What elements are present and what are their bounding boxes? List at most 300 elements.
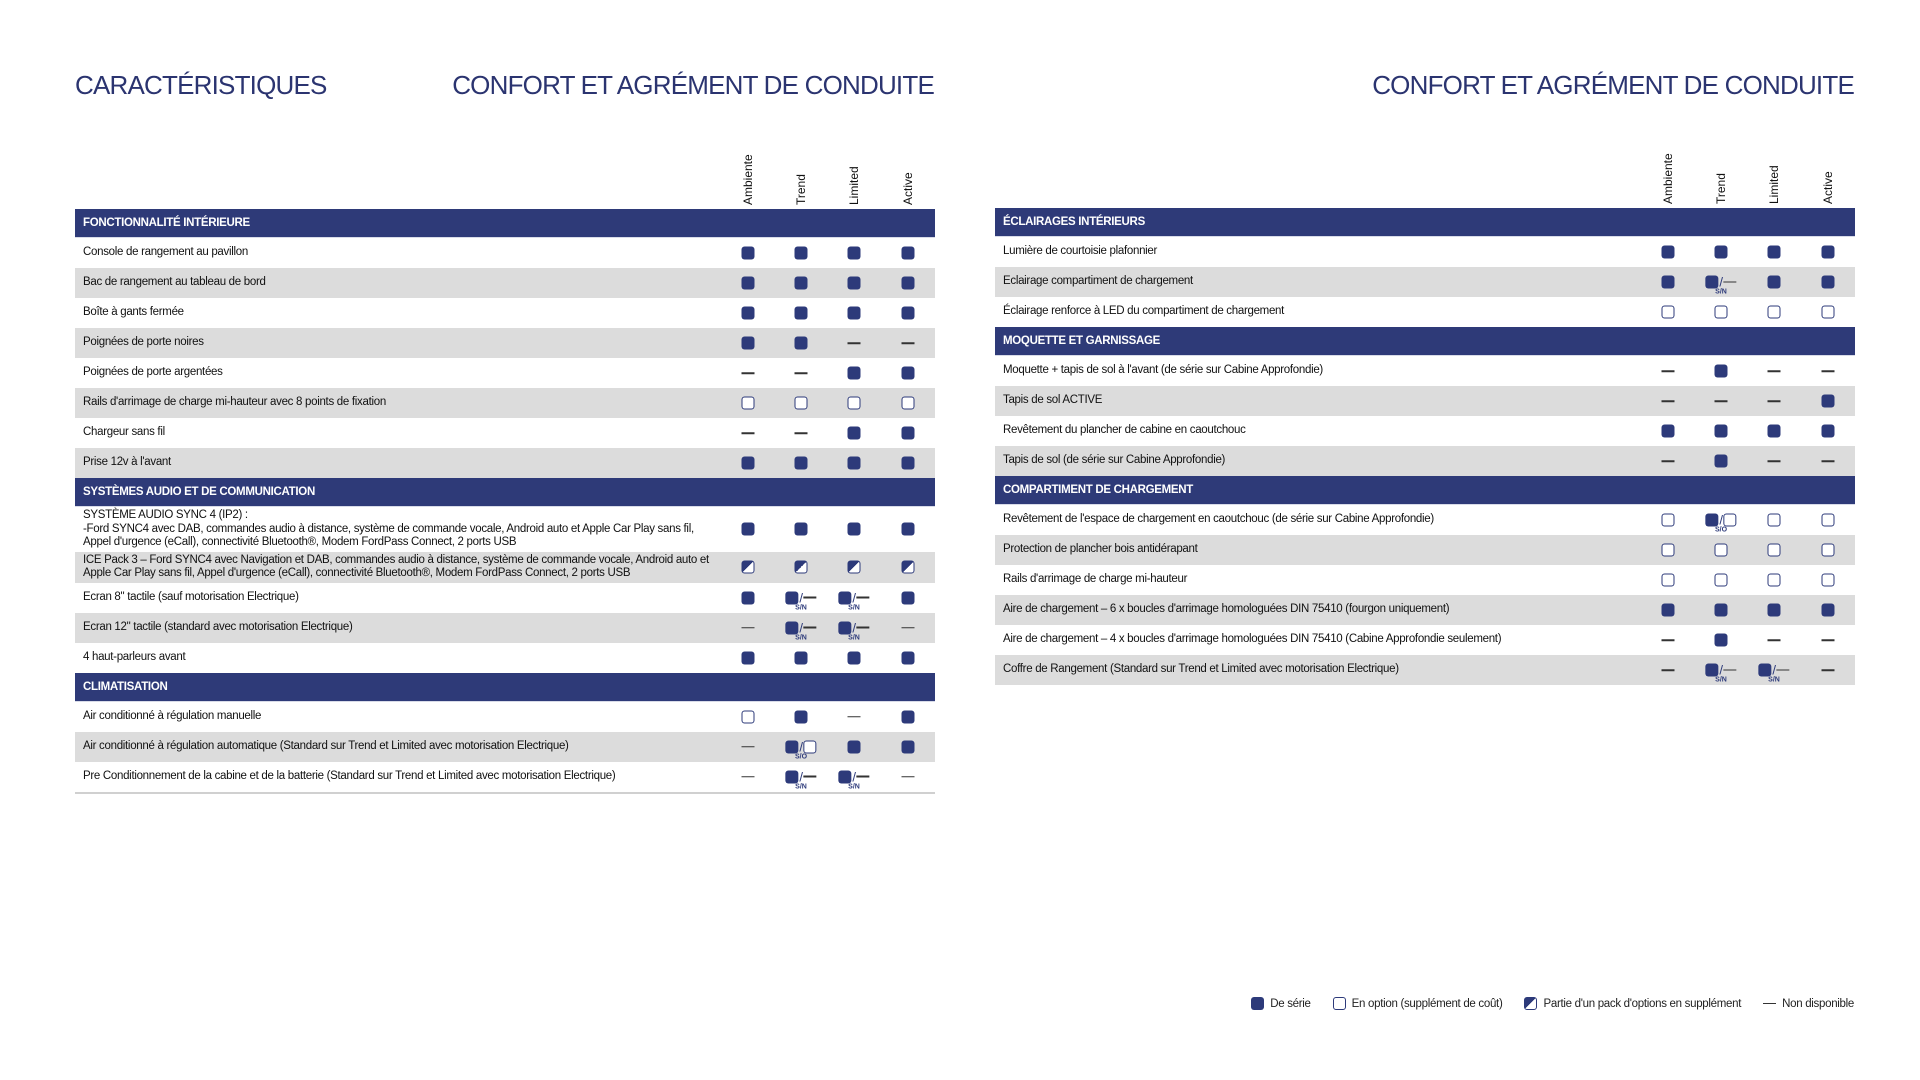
availability-cell (848, 651, 861, 664)
option-icon (1715, 574, 1728, 587)
availability-cell (1662, 370, 1675, 372)
table-row (75, 702, 935, 732)
standard-icon (742, 247, 755, 260)
not-available-icon (742, 746, 755, 748)
not-available-icon (742, 776, 755, 778)
availability-cell (902, 740, 915, 753)
standard-icon (902, 591, 915, 604)
option-icon (1822, 306, 1835, 319)
option-icon (1822, 574, 1835, 587)
standard-icon (795, 523, 808, 536)
availability-code: S/O (1714, 526, 1728, 534)
standard-icon (1822, 425, 1835, 438)
left-section-title: CONFORT ET AGRÉMENT DE CONDUITE (452, 70, 934, 100)
not-available-icon (742, 432, 755, 434)
table-row (75, 507, 935, 552)
not-available-icon (1822, 370, 1835, 372)
availability-cell (742, 337, 755, 350)
separator: / (1719, 274, 1723, 290)
availability-cell (1768, 574, 1781, 587)
option-icon (742, 397, 755, 410)
column-header (794, 145, 808, 205)
not-available-icon (1822, 460, 1835, 462)
availability-code: S/N (795, 634, 807, 641)
availability-cell (1822, 544, 1835, 557)
right-section-title: CONFORT ET AGRÉMENT DE CONDUITE (1372, 70, 1854, 100)
separator: / (799, 620, 803, 635)
option-icon (1662, 574, 1675, 587)
availability-cell (838, 590, 869, 611)
availability-cell (742, 627, 755, 629)
column-header (741, 145, 755, 205)
availability-code: S/N (848, 634, 860, 641)
option-icon (1768, 574, 1781, 587)
availability-cell (902, 307, 915, 320)
availability-cell (742, 746, 755, 748)
availability-cell (1768, 246, 1781, 259)
standard-icon (1715, 604, 1728, 617)
standard-icon (795, 247, 808, 260)
availability-cell (1662, 574, 1675, 587)
column-header (1714, 144, 1728, 204)
availability-cell (902, 397, 915, 410)
page-title: CARACTÉRISTIQUES (75, 70, 327, 100)
standard-icon (1822, 246, 1835, 259)
availability-code: S/O (794, 753, 808, 760)
separator: / (1719, 512, 1723, 528)
standard-icon (795, 651, 808, 664)
not-available-icon (848, 716, 861, 718)
table-row (75, 448, 935, 478)
availability-cell (902, 427, 915, 440)
not-available-icon (1822, 639, 1835, 641)
standard-icon (1768, 425, 1781, 438)
option-icon (1333, 997, 1346, 1010)
availability-cell (902, 627, 915, 629)
standard-icon (838, 770, 851, 783)
standard-icon (848, 427, 861, 440)
availability-cell (848, 277, 861, 290)
standard-icon (838, 591, 851, 604)
standard-icon (742, 337, 755, 350)
not-available-icon (1662, 370, 1675, 372)
availability-cell (1662, 400, 1675, 402)
feature-label: Eclairage compartiment de chargement (1003, 275, 1193, 288)
availability-cell (785, 620, 816, 641)
feature-label: Rails d'arrimage de charge mi-hauteur (1003, 573, 1188, 586)
standard-icon (902, 307, 915, 320)
table-row (75, 298, 935, 328)
option-icon (1715, 306, 1728, 319)
not-available-icon (1768, 460, 1781, 462)
standard-icon (795, 307, 808, 320)
feature-label: Bac de rangement au tableau de bord (83, 276, 266, 289)
option-icon (848, 397, 861, 410)
standard-icon (1822, 604, 1835, 617)
table-row (75, 388, 935, 418)
pack-icon (1524, 997, 1537, 1010)
table-row (995, 237, 1855, 267)
standard-icon (848, 367, 861, 380)
availability-cell (742, 277, 755, 290)
feature-label: Aire de chargement – 6 x boucles d'arrimage homologuées DIN 75410 (fourgon uniquement) (1003, 603, 1450, 616)
standard-icon (1662, 604, 1675, 617)
column-header-label: Active (1821, 171, 1835, 204)
standard-icon (1705, 514, 1718, 527)
availability-cell (1822, 514, 1835, 527)
availability-cell (795, 247, 808, 260)
availability-cell (795, 397, 808, 410)
not-available-icon (857, 627, 870, 629)
table-row (75, 583, 935, 613)
feature-label: Pre Conditionnement de la cabine et de la batterie (Standard sur Trend et Limited avec motorisation Electrique) (83, 769, 616, 782)
standard-icon (848, 457, 861, 470)
standard-icon (902, 427, 915, 440)
availability-cell (1768, 514, 1781, 527)
not-available-icon (857, 597, 870, 599)
standard-icon (902, 247, 915, 260)
option-icon (1715, 544, 1728, 557)
availability-cell (1662, 669, 1675, 671)
availability-cell (1662, 604, 1675, 617)
availability-cell (902, 776, 915, 778)
column-headers (75, 154, 935, 209)
not-available-icon (1768, 370, 1781, 372)
standard-icon (785, 621, 798, 634)
not-available-icon (795, 432, 808, 434)
standard-icon (902, 710, 915, 723)
legend-item (1333, 997, 1503, 1010)
separator: / (1772, 662, 1776, 678)
legend-item (1763, 998, 1854, 1010)
availability-cell (1715, 400, 1728, 402)
section-header: MOQUETTE ET GARNISSAGE (995, 327, 1855, 356)
column-header-label: Ambiente (1661, 153, 1675, 204)
option-icon (1768, 544, 1781, 557)
availability-cell (1662, 276, 1675, 289)
not-available-icon (1777, 669, 1790, 671)
right-feature-table (995, 153, 1855, 685)
not-available-icon (1724, 281, 1737, 283)
standard-icon (848, 740, 861, 753)
table-row (75, 643, 935, 673)
section-header: FONCTIONNALITÉ INTÉRIEURE (75, 209, 935, 238)
standard-icon (785, 770, 798, 783)
availability-code: S/N (795, 604, 807, 611)
option-icon (1822, 544, 1835, 557)
not-available-icon (1763, 1003, 1776, 1005)
availability-code: S/N (1715, 288, 1727, 296)
availability-cell (1768, 306, 1781, 319)
standard-icon (1251, 997, 1264, 1010)
standard-icon (1768, 604, 1781, 617)
column-header-label: Ambiente (741, 154, 755, 205)
not-available-icon (1768, 639, 1781, 641)
table-row (995, 446, 1855, 476)
option-icon (742, 710, 755, 723)
table-row (995, 655, 1855, 685)
availability-cell (1705, 274, 1736, 296)
option-icon (1662, 544, 1675, 557)
table-row (75, 328, 935, 358)
feature-label: SYSTÈME AUDIO SYNC 4 (IP2) : -Ford SYNC4 avec DAB, commandes audio à distance, système de commande vocale, Android auto et Apple Car Play sans fil, Appel d'urgence (eCall), connectivité Bluetooth®, Modem FordPass Connect, 2 ports USB (83, 509, 694, 548)
separator: / (852, 590, 856, 605)
feature-label: Protection de plancher bois antidérapant (1003, 543, 1198, 556)
availability-cell (742, 561, 755, 574)
standard-icon (1662, 246, 1675, 259)
availability-cell (742, 457, 755, 470)
availability-cell (742, 523, 755, 536)
table-row (75, 418, 935, 448)
not-available-icon (902, 342, 915, 344)
not-available-icon (742, 627, 755, 629)
section-header: SYSTÈMES AUDIO ET DE COMMUNICATION (75, 478, 935, 507)
option-icon (902, 397, 915, 410)
standard-icon (848, 523, 861, 536)
availability-cell (1822, 604, 1835, 617)
availability-cell (742, 651, 755, 664)
availability-cell (1768, 639, 1781, 641)
availability-cell (838, 769, 869, 790)
availability-cell (742, 307, 755, 320)
feature-label: Console de rangement au pavillon (83, 246, 248, 259)
availability-cell (1768, 604, 1781, 617)
feature-label: Rails d'arrimage de charge mi-hauteur avec 8 points de fixation (83, 396, 386, 409)
table-row (995, 297, 1855, 327)
feature-label: Poignées de porte argentées (83, 366, 223, 379)
standard-icon (902, 277, 915, 290)
not-available-icon (1715, 400, 1728, 402)
feature-label: ICE Pack 3 – Ford SYNC4 avec Navigation et DAB, commandes audio à distance, système de commande vocale, Android auto et Apple Car Play sans fil, Appel d'urgence (eCall), connectivité Bluetooth®, Modem FordPass Connect, 2 ports USB (83, 553, 709, 579)
availability-cell (902, 651, 915, 664)
standard-icon (742, 651, 755, 664)
option-icon (1724, 514, 1737, 527)
not-available-icon (804, 776, 817, 778)
standard-icon (1715, 455, 1728, 468)
standard-icon (838, 621, 851, 634)
feature-label: 4 haut-parleurs avant (83, 650, 186, 663)
legend-label: De série (1270, 997, 1311, 1010)
column-header-label: Limited (847, 166, 861, 205)
availability-code: S/N (795, 783, 807, 790)
availability-cell (1822, 276, 1835, 289)
feature-label: Tapis de sol (de série sur Cabine Approfondie) (1003, 454, 1226, 467)
section-header: COMPARTIMENT DE CHARGEMENT (995, 476, 1855, 505)
table-row (75, 358, 935, 388)
standard-icon (1662, 425, 1675, 438)
table-row (75, 613, 935, 643)
standard-icon (1768, 276, 1781, 289)
table-row (75, 732, 935, 762)
availability-cell (742, 432, 755, 434)
separator: / (852, 620, 856, 635)
table-row (995, 505, 1855, 535)
standard-icon (795, 710, 808, 723)
pack-icon (795, 561, 808, 574)
feature-label: Air conditionné à régulation automatique (Standard sur Trend et Limited avec motorisation Electrique) (83, 739, 569, 752)
availability-cell (742, 776, 755, 778)
table-row (75, 268, 935, 298)
availability-cell (1715, 544, 1728, 557)
standard-icon (902, 523, 915, 536)
availability-cell (1705, 662, 1736, 684)
standard-icon (785, 740, 798, 753)
standard-icon (1768, 246, 1781, 259)
availability-cell (1715, 574, 1728, 587)
feature-label: Poignées de porte noires (83, 336, 204, 349)
standard-icon (848, 277, 861, 290)
table-row (995, 416, 1855, 446)
not-available-icon (1662, 400, 1675, 402)
availability-cell (848, 716, 861, 718)
not-available-icon (795, 372, 808, 374)
availability-cell (1662, 425, 1675, 438)
feature-label: Boîte à gants fermée (83, 306, 184, 319)
legend-label: Partie d'un pack d'options en supplément (1543, 997, 1742, 1010)
not-available-icon (804, 597, 817, 599)
availability-cell (1662, 639, 1675, 641)
section-header: ÉCLAIRAGES INTÉRIEURS (995, 208, 1855, 237)
standard-icon (902, 457, 915, 470)
availability-cell (1768, 425, 1781, 438)
option-icon (1662, 514, 1675, 527)
column-header (1821, 144, 1835, 204)
feature-label: Coffre de Rangement (Standard sur Trend et Limited avec motorisation Electrique) (1003, 663, 1399, 676)
column-header (901, 145, 915, 205)
not-available-icon (1822, 669, 1835, 671)
option-icon (1768, 306, 1781, 319)
option-icon (1768, 514, 1781, 527)
feature-label: Aire de chargement – 4 x boucles d'arrimage homologuées DIN 75410 (Cabine Approfondie seulement) (1003, 633, 1502, 646)
standard-icon (1662, 276, 1675, 289)
column-header (1661, 144, 1675, 204)
column-header-label: Trend (794, 174, 808, 205)
feature-label: Éclairage renforce à LED du compartiment de chargement (1003, 305, 1285, 318)
availability-cell (1715, 634, 1728, 647)
availability-cell (1662, 306, 1675, 319)
column-header (847, 145, 861, 205)
availability-cell (795, 372, 808, 374)
availability-cell (1822, 425, 1835, 438)
availability-cell (795, 337, 808, 350)
standard-icon (795, 337, 808, 350)
not-available-icon (848, 342, 861, 344)
table-row (995, 267, 1855, 297)
availability-cell (1822, 246, 1835, 259)
availability-cell (742, 372, 755, 374)
availability-cell (848, 307, 861, 320)
option-icon (804, 740, 817, 753)
availability-cell (795, 561, 808, 574)
separator: / (852, 769, 856, 784)
availability-cell (1662, 460, 1675, 462)
availability-cell (1768, 460, 1781, 462)
not-available-icon (1768, 400, 1781, 402)
standard-icon (742, 523, 755, 536)
availability-cell (848, 561, 861, 574)
standard-icon (848, 247, 861, 260)
table-row (75, 238, 935, 268)
feature-label: Revêtement de l'espace de chargement en caoutchouc (de série sur Cabine Approfondie) (1003, 513, 1434, 526)
legend-label: En option (supplément de coût) (1351, 997, 1503, 1010)
feature-label: Revêtement du plancher de cabine en caoutchouc (1003, 424, 1246, 437)
availability-cell (848, 740, 861, 753)
standard-icon (1758, 664, 1771, 677)
legend-item (1524, 997, 1741, 1010)
separator: / (799, 590, 803, 605)
availability-cell (742, 397, 755, 410)
availability-cell (795, 523, 808, 536)
availability-cell (848, 342, 861, 344)
not-available-icon (902, 627, 915, 629)
availability-cell (785, 590, 816, 611)
availability-code: S/N (1768, 676, 1780, 684)
availability-cell (902, 523, 915, 536)
availability-cell (848, 397, 861, 410)
separator: / (799, 769, 803, 784)
availability-cell (1662, 246, 1675, 259)
standard-icon (902, 651, 915, 664)
standard-icon (1715, 365, 1728, 378)
table-row (995, 356, 1855, 386)
availability-cell (1822, 574, 1835, 587)
availability-cell (848, 247, 861, 260)
availability-cell (848, 523, 861, 536)
standard-icon (795, 457, 808, 470)
table-row (75, 552, 935, 583)
standard-icon (902, 367, 915, 380)
feature-label: Ecran 8" tactile (sauf motorisation Electrique) (83, 590, 299, 603)
feature-label: Moquette + tapis de sol à l'avant (de série sur Cabine Approfondie) (1003, 364, 1323, 377)
standard-icon (1715, 634, 1728, 647)
availability-cell (1715, 425, 1728, 438)
feature-label: Prise 12v à l'avant (83, 456, 171, 469)
availability-cell (795, 457, 808, 470)
availability-cell (838, 620, 869, 641)
availability-cell (1662, 544, 1675, 557)
standard-icon (1705, 276, 1718, 289)
standard-icon (1715, 425, 1728, 438)
divider (75, 792, 935, 794)
availability-cell (902, 710, 915, 723)
availability-cell (1715, 604, 1728, 617)
column-header-label: Active (901, 172, 915, 205)
availability-cell (902, 561, 915, 574)
availability-cell (795, 277, 808, 290)
availability-cell (742, 591, 755, 604)
not-available-icon (1662, 669, 1675, 671)
pack-icon (848, 561, 861, 574)
separator: / (1719, 662, 1723, 678)
not-available-icon (1662, 639, 1675, 641)
feature-label: Ecran 12" tactile (standard avec motorisation Electrique) (83, 620, 353, 633)
feature-label: Tapis de sol ACTIVE (1003, 394, 1103, 407)
availability-cell (848, 457, 861, 470)
table-row (995, 565, 1855, 595)
availability-cell (795, 710, 808, 723)
pack-icon (902, 561, 915, 574)
not-available-icon (1724, 669, 1737, 671)
availability-cell (1758, 662, 1789, 684)
availability-cell (1768, 276, 1781, 289)
availability-cell (795, 432, 808, 434)
section-header: CLIMATISATION (75, 673, 935, 702)
availability-cell (1822, 669, 1835, 671)
pack-icon (742, 561, 755, 574)
not-available-icon (742, 372, 755, 374)
standard-icon (1822, 276, 1835, 289)
availability-cell (902, 457, 915, 470)
